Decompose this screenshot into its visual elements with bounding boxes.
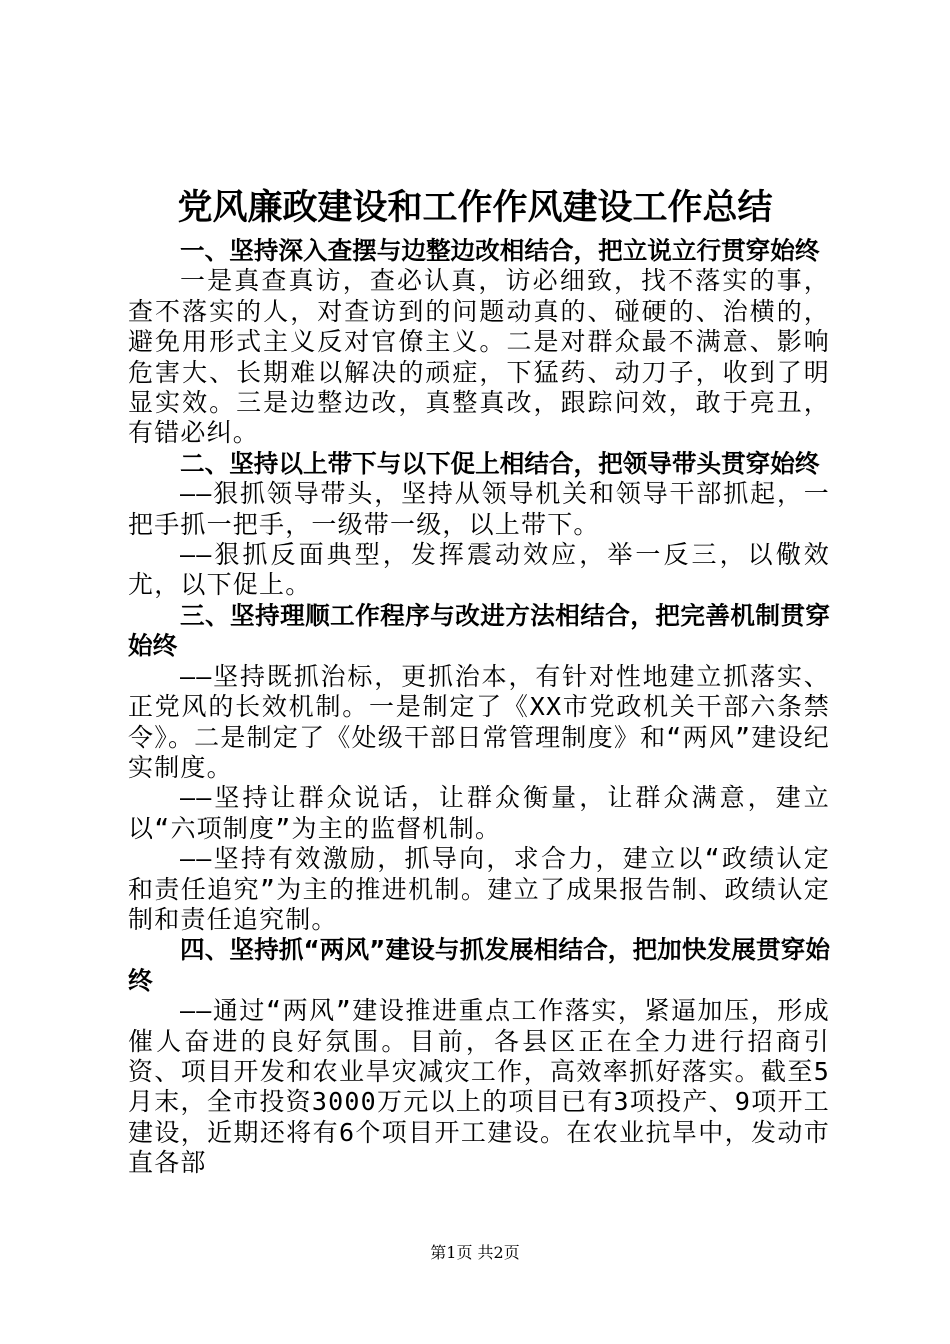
section-heading-1: 一、坚持深入查摆与边整边改相结合，把立说立行贯穿始终 <box>180 236 820 265</box>
document-body <box>128 236 830 1179</box>
body-paragraph: ——坚持既抓治标，更抓治本，有针对性地建立抓落实、正党风的长效机制。一是制定了《XX市党政机关干部六条禁令》。二是制定了《处级干部日常管理制度》和“两风”建设纪实制度。 <box>128 661 830 782</box>
body-paragraph: ——狠抓领导带头，坚持从领导机关和领导干部抓起，一把手抓一把手，一级带一级，以上带下。 <box>128 479 830 539</box>
body-paragraph: ——通过“两风”建设推进重点工作落实，紧逼加压，形成催人奋进的良好氛围。目前，各县区正在全力进行招商引资、项目开发和农业旱灾减灾工作，高效率抓好落实。截至5月末，全市投资3000万元以上的项目已有3项投产、9项开工建设，近期还将有6个项目开工建设。在农业抗旱中，发动市直各部 <box>128 996 830 1178</box>
section-heading-2: 二、坚持以上带下与以下促上相结合，把领导带头贯穿始终 <box>180 448 820 478</box>
page-footer: 第1页 共2页 <box>430 1243 520 1262</box>
section-heading-4: 四、坚持抓“两风”建设与抓发展相结合，把加快发展贯穿始终 <box>128 935 830 995</box>
body-paragraph: 一是真查真访，查必认真，访必细致，找不落实的事，查不落实的人，对查访到的问题动真的、碰硬的、治横的，避免用形式主义反对官僚主义。二是对群众最不满意、影响危害大、长期难以解决的顽症，下猛药、动刀子，收到了明显实效。三是边整边改，真整真改，跟踪问效，敢于亮丑，有错必纠。 <box>128 266 830 448</box>
document-title: 党风廉政建设和工作作风建设工作总结 <box>177 188 773 228</box>
section-heading-3: 三、坚持理顺工作程序与改进方法相结合，把完善机制贯穿始终 <box>128 600 830 661</box>
body-paragraph: ——坚持有效激励，抓导向，求合力，建立以“政绩认定和责任追究”为主的推进机制。建立了成果报告制、政绩认定制和责任追究制。 <box>128 844 830 934</box>
body-paragraph: ——坚持让群众说话，让群众衡量，让群众满意，建立以“六项制度”为主的监督机制。 <box>128 783 830 843</box>
body-paragraph: ——狠抓反面典型，发挥震动效应，举一反三，以儆效尤，以下促上。 <box>128 540 830 600</box>
